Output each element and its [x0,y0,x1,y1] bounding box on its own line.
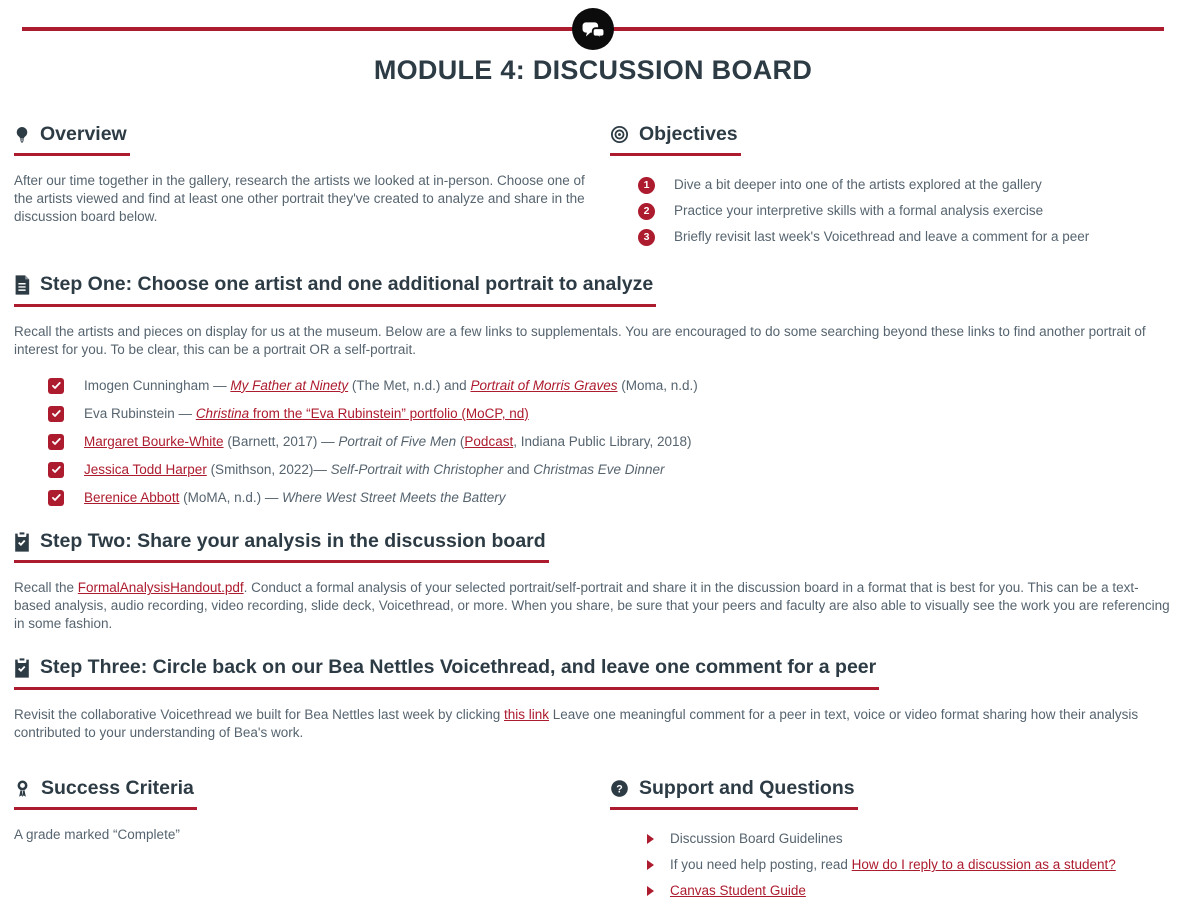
inline-link[interactable]: My Father at Ninety [230,377,349,393]
text-segment: and [503,461,534,477]
top-divider [22,27,1164,31]
objectives-heading [610,124,741,156]
question-circle-icon [610,779,629,798]
objective-text: Dive a bit deeper into one of the artists explored at the gallery [674,177,1042,193]
inline-link[interactable]: How do I reply to a discussion as a student? [851,857,1116,873]
inline-link[interactable]: FormalAnalysisHandout.pdf [77,580,244,596]
checklist-item [48,405,1172,423]
text-segment: Eva Rubinstein — [84,405,196,421]
checkbox-checked[interactable] [48,462,64,478]
text-segment: Christmas Eve Dinner [533,461,665,477]
overview-body: After our time together in the gallery, research the artists we looked at in-person. Choose one of the artists viewed and find at least one other portrait they've created to analyze and share in the discussion board below. [14,173,585,225]
checklist-item [48,377,1172,395]
text-segment: Where West Street Meets the Battery [282,489,506,505]
text-segment: (Smithson, 2022)— [206,461,331,477]
check-icon [51,436,62,447]
success-criteria-body: A grade marked “Complete” [14,827,180,843]
module-page [0,27,1186,899]
checklist-text [84,405,529,423]
text-segment: ( [456,433,465,449]
step-one-body: Recall the artists and pieces on display for us at the museum. Below are a few links to supplementals. You are encouraged to do some searching beyond these links to find another portrait of interest for you. To be clear, this can be a portrait OR a self-portrait. [14,323,1146,357]
objectives-heading-label: Objectives [639,123,738,146]
step-three-section [14,657,1172,741]
checklist-text [84,461,665,479]
inline-link[interactable]: from the “Eva Rubinstein” portfolio (MoCP, nd) [249,405,529,421]
text-segment: Revisit the collaborative Voicethread we built for Bea Nettles last week by clicking [14,706,504,722]
checkbox-checked[interactable] [48,406,64,422]
checkbox-checked[interactable] [48,378,64,394]
text-segment: If you need help posting, read [670,857,852,873]
step-three-heading-label: Step Three: Circle back on our Bea Nettles Voicethread, and leave one comment for a peer [40,656,877,679]
text-segment: . Conduct a formal analysis of your selected portrait/self-portrait and share it in the discussion board in a format that is best for you. This can be a text-based analysis, audio recording, video recording, slide deck, Voicethread, or more. When you share, be sure that your peers and faculty are also able to visually see the work you are referencing in some fashion. [14,580,1170,632]
support-section [610,778,1172,900]
objective-text: Briefly revisit last week's Voicethread and leave a comment for a peer [674,229,1090,245]
inline-link[interactable]: this link [504,706,550,722]
text-segment: Imogen Cunningham — [84,377,231,393]
step-one-section [14,274,1172,506]
text-segment: (Barnett, 2017) — [223,433,339,449]
checklist-item [48,489,1172,507]
text-segment: (MoMA, n.d.) — [179,489,283,505]
triangle-bullet-icon [647,860,654,870]
support-list [610,830,1172,900]
target-icon [610,125,629,144]
step-three-heading [14,657,879,689]
objective-item [638,202,1172,220]
inline-link[interactable]: Podcast [464,433,514,449]
support-text [670,882,806,900]
objective-number-badge: 2 [638,203,655,220]
support-item [647,882,1172,900]
support-heading-label: Support and Questions [639,776,855,799]
clipboard-check-icon [14,658,30,678]
clipboard-check-icon [14,532,30,552]
triangle-bullet-icon [647,834,654,844]
checklist-text [84,377,698,395]
step-two-heading-label: Step Two: Share your analysis in the discussion board [40,529,546,552]
check-icon [51,464,62,475]
checklist-item [48,461,1172,479]
text-segment: (Moma, n.d.) [617,377,698,393]
discussion-icon [572,8,614,50]
text-segment: (The Met, n.d.) and [348,377,471,393]
check-icon [51,380,62,391]
text-segment: Recall the [14,580,78,596]
chat-bubbles-icon [580,16,607,43]
lightbulb-icon [14,125,30,145]
objective-item [638,176,1172,194]
svg-text:?: ? [616,783,623,796]
step-two-section [14,531,1172,633]
check-icon [51,408,62,419]
checkbox-checked[interactable] [48,434,64,450]
inline-link[interactable]: Jessica Todd Harper [84,461,207,477]
overview-section [14,124,592,246]
step-one-heading-label: Step One: Choose one artist and one additional portrait to analyze [40,273,654,296]
inline-link[interactable]: Christina [195,405,250,421]
checklist-text [84,489,505,507]
step-one-heading [14,274,656,306]
step-three-body [14,706,1172,742]
success-criteria-heading [14,778,197,810]
step-two-heading [14,531,549,563]
step-two-body [14,579,1172,633]
text-segment: Self-Portrait with Christopher [330,461,504,477]
overview-heading [14,124,130,156]
text-segment: Portrait of Five Men [338,433,457,449]
success-criteria-section [14,778,592,900]
award-medal-icon [14,779,31,799]
check-icon [51,492,62,503]
support-text [670,856,1116,874]
inline-link[interactable]: Margaret Bourke-White [84,433,224,449]
overview-heading-label: Overview [40,123,127,146]
checklist-text [84,433,692,451]
text-segment: Discussion Board Guidelines [670,831,843,847]
objective-item [638,228,1172,246]
page-title: MODULE 4: DISCUSSION BOARD [373,55,813,85]
document-icon [14,275,30,295]
success-criteria-heading-label: Success Criteria [41,776,194,799]
objective-text: Practice your interpretive skills with a formal analysis exercise [674,203,1044,219]
artist-checklist [48,377,1172,507]
support-heading [610,778,858,810]
text-segment: Leave one meaningful comment for a peer in text, voice or video format sharing how their analysis contributed to your understanding of Bea's work. [14,706,1139,740]
objectives-section [610,124,1172,246]
checkbox-checked[interactable] [48,490,64,506]
objective-number-badge: 3 [638,229,655,246]
objectives-list [610,176,1172,246]
objective-number-badge: 1 [638,177,655,194]
support-item [647,856,1172,874]
text-segment: , Indiana Public Library, 2018) [513,433,692,449]
inline-link[interactable]: Canvas Student Guide [670,883,806,899]
checklist-item [48,433,1172,451]
inline-link[interactable]: Berenice Abbott [84,489,180,505]
inline-link[interactable]: Portrait of Morris Graves [470,377,618,393]
triangle-bullet-icon [647,886,654,896]
